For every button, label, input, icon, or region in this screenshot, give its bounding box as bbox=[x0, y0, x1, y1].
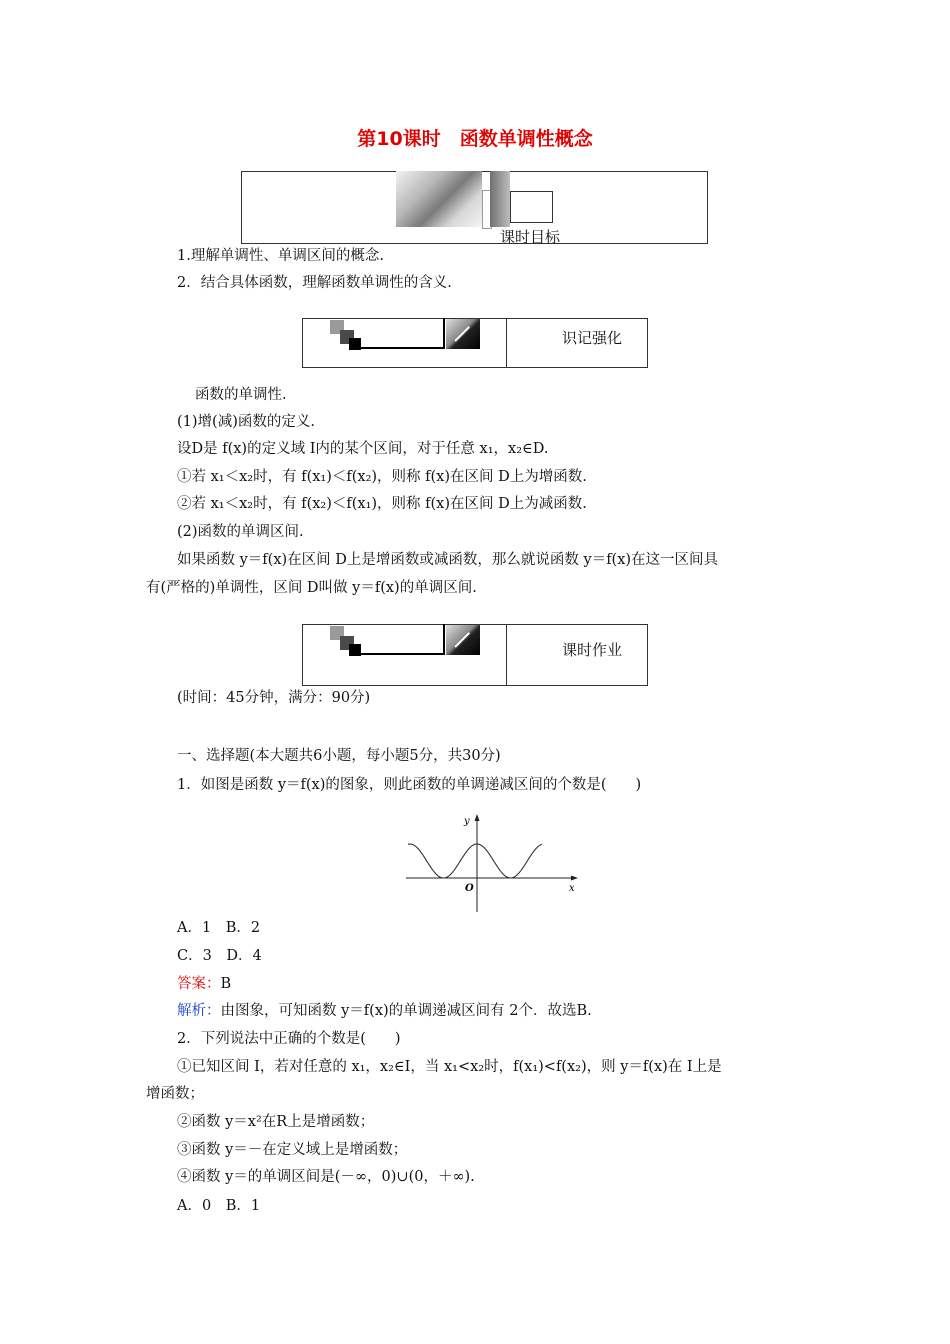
memory-heading: 函数的单调性. bbox=[195, 387, 287, 403]
memory-label: 识记强化 bbox=[562, 329, 623, 347]
question-options: C．3 D．4 bbox=[177, 948, 262, 964]
banner-decoration-line bbox=[443, 318, 445, 349]
memory-line: 设D是 f(x)的定义域 I内的某个区间，对于任意 x₁，x₂∈D. bbox=[177, 441, 549, 457]
memory-paragraph: 有(严格的)单调性，区间 D叫做 y＝f(x)的单调区间. bbox=[146, 580, 477, 596]
function-graph bbox=[400, 808, 585, 916]
question-options: A．0 B．1 bbox=[177, 1198, 261, 1214]
banner-decoration-bar bbox=[490, 171, 510, 227]
answer-line bbox=[177, 974, 231, 994]
question-stem: 1．如图是函数 y＝f(x)的图象，则此函数的单调递减区间的个数是( ) bbox=[177, 777, 642, 793]
banner-divider bbox=[506, 318, 507, 368]
banner-divider bbox=[506, 624, 507, 686]
y-axis-label: y bbox=[464, 816, 470, 827]
question-item: ②函数 y＝x²在R上是增函数； bbox=[177, 1114, 375, 1130]
origin-label: O bbox=[465, 883, 474, 894]
memory-sub2: (2)函数的单调区间. bbox=[177, 524, 304, 540]
memory-paragraph: 如果函数 y＝f(x)在区间 D上是增函数或减函数，那么就说函数 y＝f(x)在这一区间具 bbox=[177, 552, 719, 568]
banner-decoration-line bbox=[443, 624, 445, 655]
time-note: (时间：45分钟，满分：90分) bbox=[177, 690, 371, 706]
banner-decoration bbox=[396, 171, 482, 227]
analysis-line bbox=[177, 1001, 592, 1021]
pen-icon bbox=[446, 625, 480, 655]
analysis-label: 解析： bbox=[177, 1003, 221, 1019]
memory-line: ②若 x₁＜x₂时，有 f(x₂)＜f(x₁)，则称 f(x)在区间 D上为减函数. bbox=[177, 496, 587, 512]
banner-decoration-line bbox=[360, 653, 445, 655]
banner-decoration-line bbox=[360, 347, 445, 349]
x-axis-label: x bbox=[569, 883, 575, 894]
function-curve bbox=[408, 844, 542, 878]
question-options: A．1 B．2 bbox=[177, 920, 261, 936]
pen-icon bbox=[446, 319, 480, 349]
question-item: ①已知区间 I，若对任意的 x₁，x₂∈I，当 x₁<x₂时，f(x₁)<f(x₂)，则 y＝f(x)在 I上是 bbox=[177, 1059, 722, 1075]
question-item: ④函数 y＝的单调区间是(－∞，0)∪(0，＋∞). bbox=[177, 1169, 475, 1185]
objective-item: 1.理解单调性、单调区间的概念. bbox=[177, 248, 384, 264]
answer-label: 答案： bbox=[177, 976, 221, 992]
objectives-label: 课时目标 bbox=[500, 228, 561, 246]
homework-label: 课时作业 bbox=[562, 641, 623, 659]
section-heading: 一、选择题(本大题共6小题，每小题5分，共30分) bbox=[177, 748, 501, 764]
answer-value: B bbox=[220, 976, 232, 992]
question-item: ③函数 y＝－在定义域上是增函数； bbox=[177, 1142, 408, 1158]
memory-line: ①若 x₁＜x₂时，有 f(x₁)＜f(x₂)，则称 f(x)在区间 D上为增函数. bbox=[177, 469, 587, 485]
banner-decoration-box bbox=[510, 191, 553, 223]
question-stem: 2．下列说法中正确的个数是( ) bbox=[177, 1031, 401, 1047]
y-axis-arrow bbox=[475, 814, 480, 821]
x-axis-arrow bbox=[571, 876, 578, 881]
page-title: 第10课时 函数单调性概念 bbox=[357, 128, 593, 150]
analysis-text: 由图象，可知函数 y＝f(x)的单调递减区间有 2个．故选B. bbox=[220, 1003, 592, 1019]
objective-item: 2．结合具体函数，理解函数单调性的含义. bbox=[177, 275, 452, 291]
question-item: 增函数； bbox=[146, 1086, 204, 1102]
memory-sub1: (1)增(减)函数的定义. bbox=[177, 414, 315, 430]
